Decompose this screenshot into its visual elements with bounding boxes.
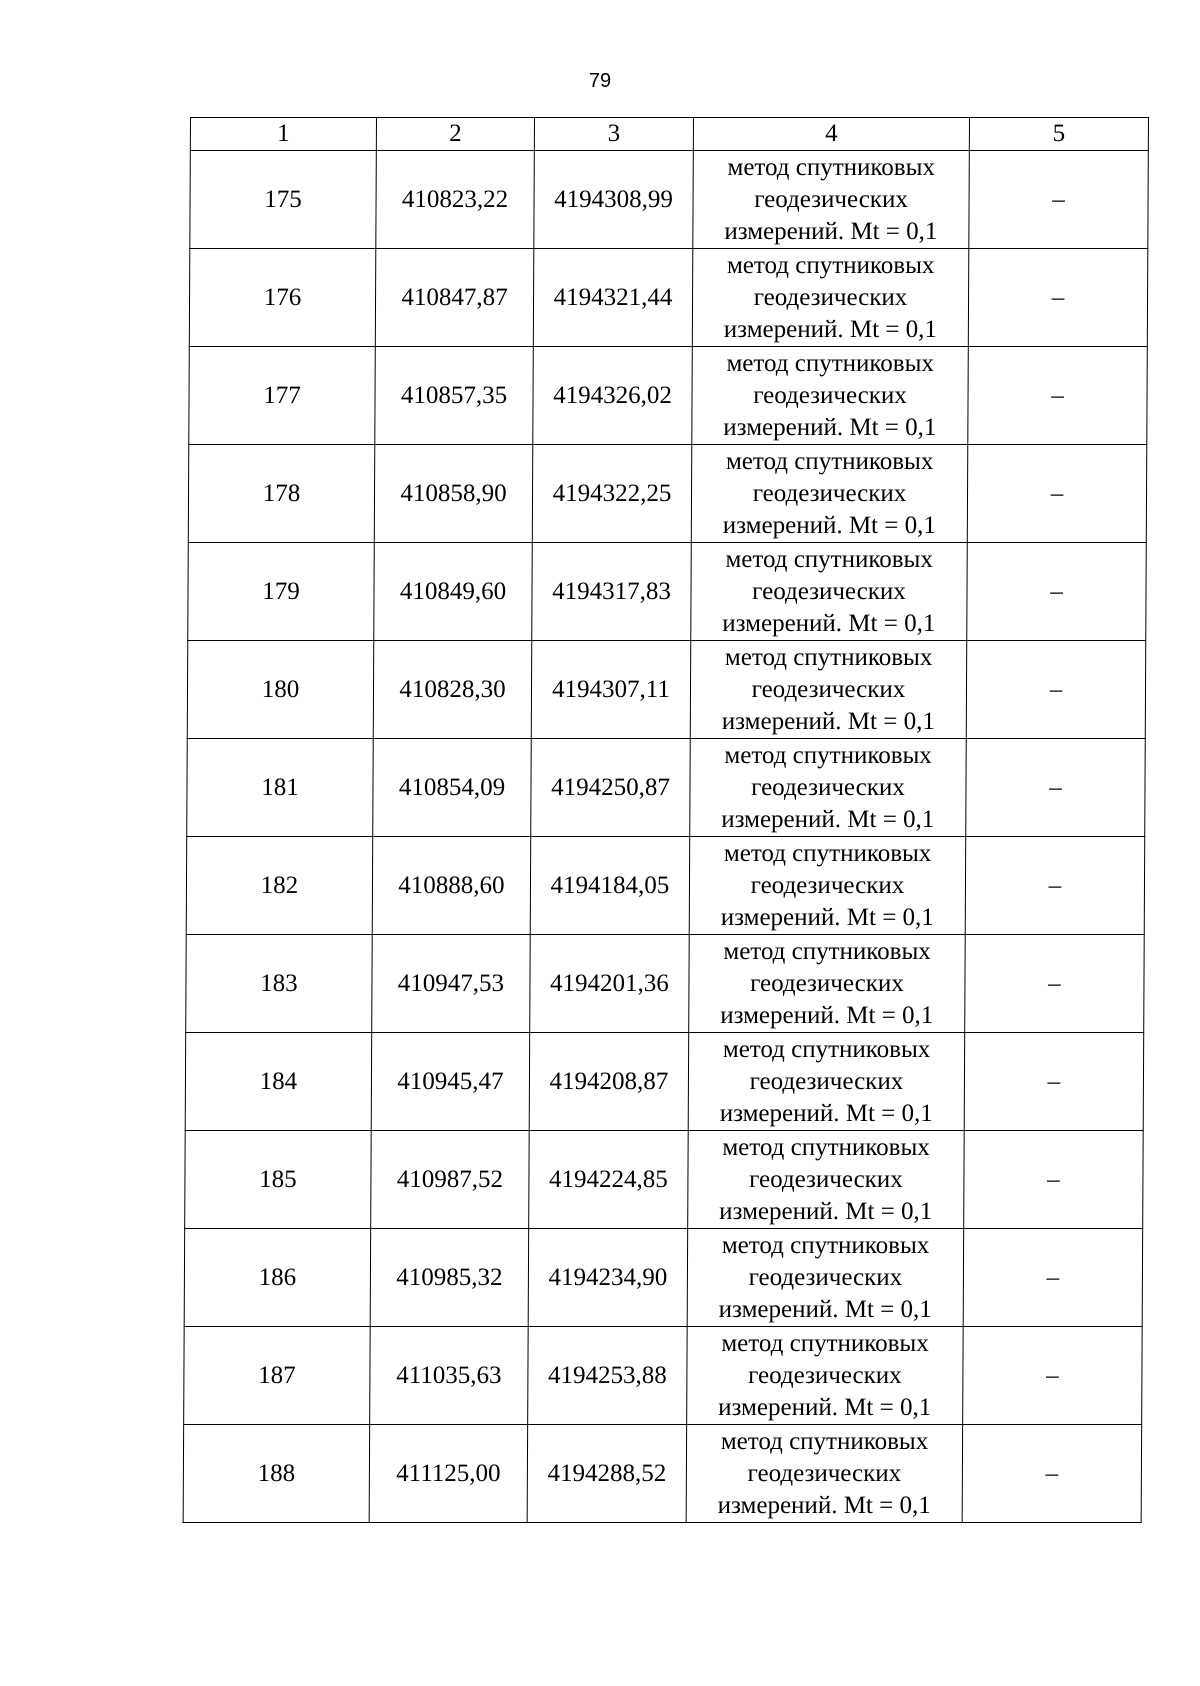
point-number-cell: 184 [185,1033,372,1131]
method-text-line: метод спутниковых [724,741,932,769]
method-text-line: измерений. Mt = 0,1 [723,315,937,343]
coordinate-x-cell: 410849,60 [374,543,533,641]
coordinate-y-cell: 4194184,05 [530,837,690,935]
coordinate-y-cell: 4194253,88 [528,1327,688,1425]
method-text-line: геодезических [748,1361,902,1389]
header-row [190,118,1148,151]
method-text-line: геодезических [749,1165,903,1193]
method-text-line: измерений. Mt = 0,1 [721,805,935,833]
method-text-line: измерений. Mt = 0,1 [717,1491,931,1519]
coordinate-y-cell: 4194224,85 [529,1131,689,1229]
point-number-cell: 183 [186,935,373,1033]
method-cell [692,347,969,445]
note-cell: – [962,1425,1142,1523]
coordinate-y-cell: 4194317,83 [532,543,692,641]
header-cell-4: 4 [693,118,969,151]
point-number-cell: 187 [184,1327,371,1425]
page-number: 79 [588,70,612,92]
coordinate-x-cell: 410987,52 [371,1131,530,1229]
method-text-line: измерений. Mt = 0,1 [723,413,937,441]
method-text-line: измерений. Mt = 0,1 [720,1001,934,1029]
header-cell-1: 1 [190,118,376,151]
coordinate-y-cell: 4194250,87 [531,739,691,837]
table-row [185,1033,1144,1131]
point-number-cell: 177 [189,347,376,445]
table-header [190,118,1148,151]
coordinate-y-cell: 4194322,25 [532,445,692,543]
note-cell: – [969,151,1149,249]
method-cell [691,445,968,543]
method-cell [690,641,967,739]
method-text-line: геодезических [752,577,906,605]
note-cell: – [967,445,1147,543]
method-cell [692,249,969,347]
coordinate-x-cell: 410945,47 [371,1033,530,1131]
note-cell: – [966,641,1146,739]
header-cell-5: 5 [969,118,1148,151]
method-cell [687,1229,964,1327]
method-text-line: измерений. Mt = 0,1 [724,217,938,245]
point-number-cell: 176 [189,249,376,347]
point-number-cell: 185 [185,1131,372,1229]
method-text-line: измерений. Mt = 0,1 [722,609,936,637]
point-number-cell: 186 [184,1229,371,1327]
coordinate-y-cell: 4194208,87 [529,1033,689,1131]
note-cell: – [964,1131,1144,1229]
method-text-line: измерений. Mt = 0,1 [720,903,934,931]
table-row [189,249,1148,347]
note-cell: – [966,739,1146,837]
method-text-line: метод спутниковых [727,153,936,181]
table-body [183,151,1148,1523]
method-text-line: геодезических [753,283,908,311]
method-text-line: геодезических [754,185,908,213]
point-number-cell: 181 [187,739,374,837]
method-text-line: метод спутниковых [720,1427,929,1455]
method-cell [687,1327,964,1425]
table-row [184,1229,1143,1327]
table-row [187,641,1146,739]
coordinate-y-cell: 4194234,90 [528,1229,688,1327]
coordinate-x-cell: 410823,22 [376,151,535,249]
table-row [183,1425,1142,1523]
coordinate-y-cell: 4194288,52 [527,1425,687,1523]
coordinate-x-cell: 410828,30 [373,641,532,739]
coordinate-x-cell: 411125,00 [369,1425,528,1523]
point-number-cell: 175 [190,151,377,249]
method-text-line: геодезических [750,969,904,997]
coordinate-y-cell: 4194326,02 [533,347,693,445]
method-cell [689,935,966,1033]
note-cell: – [963,1327,1143,1425]
table-row [187,739,1146,837]
method-text-line: метод спутниковых [721,1329,929,1357]
note-cell: – [968,347,1148,445]
coordinate-y-cell: 4194308,99 [534,151,694,249]
method-text-line: геодезических [750,871,905,899]
coordinate-x-cell: 410947,53 [372,935,531,1033]
point-number-cell: 188 [183,1425,370,1523]
method-cell [688,1131,965,1229]
method-text-line: метод спутниковых [726,251,935,279]
method-text-line: геодезических [751,675,906,703]
method-text-line: метод спутниковых [722,1035,931,1063]
point-number-cell: 178 [188,445,375,543]
note-cell: – [968,249,1148,347]
method-text-line: измерений. Mt = 0,1 [719,1197,933,1225]
method-text-line: измерений. Mt = 0,1 [718,1393,932,1421]
method-text-line: измерений. Mt = 0,1 [721,707,935,735]
note-cell: – [964,1033,1144,1131]
table-row [185,1131,1144,1229]
method-cell [689,837,966,935]
method-text-line: геодезических [748,1263,903,1291]
method-text-line: метод спутниковых [725,545,933,573]
table-row [184,1327,1143,1425]
method-text-line: метод спутниковых [723,839,932,867]
coordinate-x-cell: 410888,60 [372,837,531,935]
method-text-line: геодезических [752,479,907,507]
method-cell [686,1425,963,1523]
coordinate-y-cell: 4194321,44 [533,249,693,347]
coordinate-x-cell: 410857,35 [375,347,534,445]
coordinate-y-cell: 4194201,36 [530,935,690,1033]
method-text-line: геодезических [751,773,905,801]
coordinate-x-cell: 411035,63 [370,1327,529,1425]
note-cell: – [965,935,1145,1033]
coordinate-x-cell: 410985,32 [370,1229,529,1327]
method-text-line: измерений. Mt = 0,1 [718,1295,932,1323]
note-cell: – [965,837,1145,935]
table-row [188,543,1147,641]
method-text-line: измерений. Mt = 0,1 [722,511,936,539]
method-cell [691,543,968,641]
method-text-line: метод спутниковых [721,1231,930,1259]
method-text-line: метод спутниковых [726,349,934,377]
method-cell [690,739,967,837]
point-number-cell: 180 [187,641,374,739]
table-row [186,935,1145,1033]
header-cell-2: 2 [376,118,534,151]
coordinate-x-cell: 410847,87 [375,249,534,347]
coordinate-x-cell: 410858,90 [374,445,533,543]
method-cell [688,1033,965,1131]
coordinate-x-cell: 410854,09 [373,739,532,837]
method-text-line: геодезических [749,1067,904,1095]
table-row [186,837,1145,935]
method-text-line: метод спутниковых [724,643,933,671]
note-cell: – [967,543,1147,641]
table-row [190,151,1149,249]
method-cell [693,151,970,249]
coordinates-table [183,117,1149,1523]
method-text-line: метод спутниковых [725,447,934,475]
method-text-line: геодезических [747,1459,902,1487]
table-row [188,445,1147,543]
coordinate-y-cell: 4194307,11 [531,641,691,739]
point-number-cell: 179 [188,543,375,641]
note-cell: – [963,1229,1143,1327]
method-text-line: измерений. Mt = 0,1 [719,1099,933,1127]
method-text-line: геодезических [753,381,907,409]
method-text-line: метод спутниковых [723,937,931,965]
method-text-line: метод спутниковых [722,1133,930,1161]
point-number-cell: 182 [186,837,373,935]
header-cell-3: 3 [534,118,693,151]
table-row [189,347,1148,445]
